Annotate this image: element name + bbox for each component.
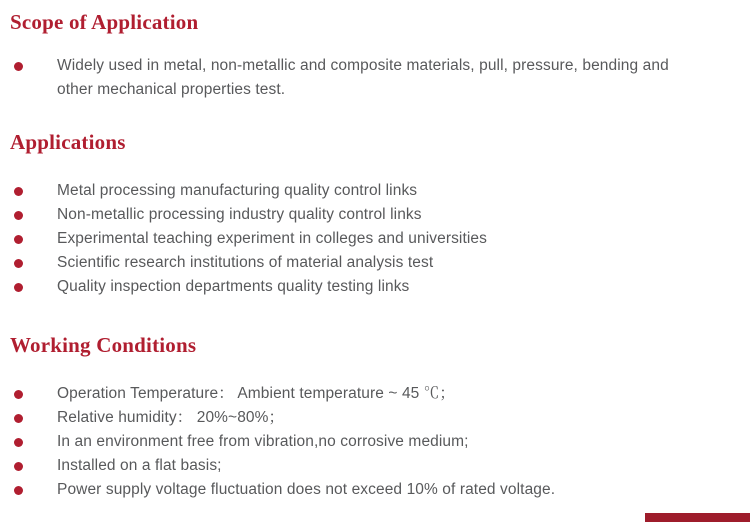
bullet-icon (14, 390, 23, 399)
list-item (14, 54, 750, 102)
applications-list (0, 179, 750, 299)
list-item (14, 227, 750, 251)
list-item (14, 179, 750, 203)
section-heading-scope-of-application: Scope of Application (10, 10, 199, 34)
list-item-text: Scientific research institutions of material analysis test (57, 254, 434, 271)
list-item-text: Installed on a flat basis; (57, 457, 222, 474)
list-item (14, 275, 750, 299)
list-item (14, 430, 750, 454)
list-item (14, 382, 750, 406)
bullet-icon (14, 62, 23, 71)
bullet-icon (14, 187, 23, 196)
working-conditions-list (0, 382, 750, 502)
bullet-icon (14, 414, 23, 423)
section-heading-applications: Applications (10, 130, 126, 154)
bullet-icon (14, 462, 23, 471)
bullet-icon (14, 235, 23, 244)
list-item (14, 203, 750, 227)
section-heading-working-conditions: Working Conditions (10, 333, 197, 357)
list-item-text: Widely used in metal, non-metallic and composite materials, pull, pressure, bending and other mechanical properties test. (57, 57, 669, 98)
list-item-text: Relative humidity： 20%~80%； (57, 409, 285, 426)
bullet-icon (14, 486, 23, 495)
list-item-text: Power supply voltage fluctuation does not exceed 10% of rated voltage. (57, 481, 556, 498)
list-item-text: Quality inspection departments quality testing links (57, 278, 410, 295)
list-item-text: Non-metallic processing industry quality control links (57, 206, 422, 223)
bullet-icon (14, 259, 23, 268)
list-item (14, 406, 750, 430)
list-item-text: Metal processing manufacturing quality control links (57, 182, 418, 199)
bullet-icon (14, 211, 23, 220)
list-item (14, 251, 750, 275)
bullet-icon (14, 438, 23, 447)
bullet-icon (14, 283, 23, 292)
list-item-text: Experimental teaching experiment in colleges and universities (57, 230, 487, 247)
list-item (14, 478, 750, 502)
list-item (14, 454, 750, 478)
scope-of-application-list (0, 54, 750, 102)
list-item-text: Operation Temperature： Ambient temperature ~ 45 ℃； (57, 385, 456, 402)
page-corner-accent-bar (645, 513, 750, 522)
list-item-text: In an environment free from vibration,no corrosive medium; (57, 433, 469, 450)
